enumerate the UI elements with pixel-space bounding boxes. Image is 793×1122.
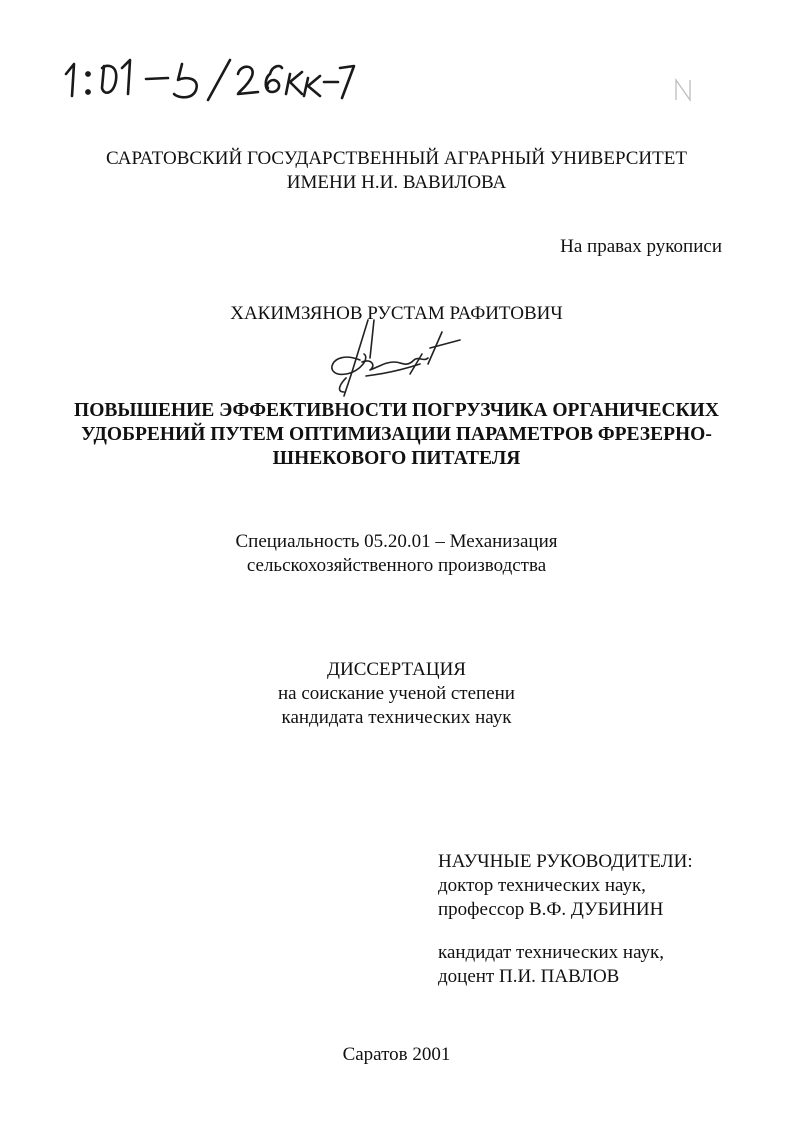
university-name: [0, 147, 793, 195]
university-line-2: ИМЕНИ Н.И. ВАВИЛОВА: [286, 172, 507, 193]
advisors-spacer: [438, 922, 693, 941]
speciality-line-1: Специальность 05.20.01 – Механизация: [235, 531, 558, 552]
corner-pencil-mark: [668, 70, 698, 110]
speciality-line-2: сельскохозяйственного производства: [246, 555, 547, 576]
advisor-2-name: доцент П.И. ПАВЛОВ: [438, 966, 620, 987]
university-line-1: САРАТОВСКИЙ ГОСУДАРСТВЕННЫЙ АГРАРНЫЙ УНИВЕРСИТЕТ: [106, 148, 687, 169]
city-year: [0, 1043, 793, 1067]
title-line-2: УДОБРЕНИЙ ПУТЕМ ОПТИМИЗАЦИИ ПАРАМЕТРОВ ФРЕЗЕРНО-: [81, 424, 712, 445]
degree-line-2: на соискание ученой степени: [278, 683, 515, 704]
degree-line-3: кандидата технических наук: [281, 707, 512, 728]
advisor-1-name: профессор В.Ф. ДУБИНИН: [438, 899, 664, 920]
title-line-1: ПОВЫШЕНИЕ ЭФФЕКТИВНОСТИ ПОГРУЗЧИКА ОРГАНИЧЕСКИХ: [74, 400, 719, 421]
rights-note: На правах рукописи: [560, 236, 722, 257]
degree-statement: [0, 658, 793, 730]
handwritten-archive-number: [58, 52, 358, 112]
dissertation-title: [0, 399, 793, 471]
speciality: [0, 530, 793, 578]
title-line-3: ШНЕКОВОГО ПИТАТЕЛЯ: [272, 448, 521, 469]
advisor-2-degree: кандидат технических наук,: [438, 942, 665, 963]
advisors-heading: НАУЧНЫЕ РУКОВОДИТЕЛИ:: [438, 851, 693, 872]
author-name-text: ХАКИМЗЯНОВ РУСТАМ РАФИТОВИЧ: [230, 303, 563, 324]
degree-line-1: ДИССЕРТАЦИЯ: [327, 659, 466, 680]
scientific-advisors: [438, 850, 693, 989]
advisor-1-degree: доктор технических наук,: [438, 875, 646, 896]
city-year-text: Саратов 2001: [342, 1044, 451, 1065]
author-signature: [310, 318, 480, 398]
